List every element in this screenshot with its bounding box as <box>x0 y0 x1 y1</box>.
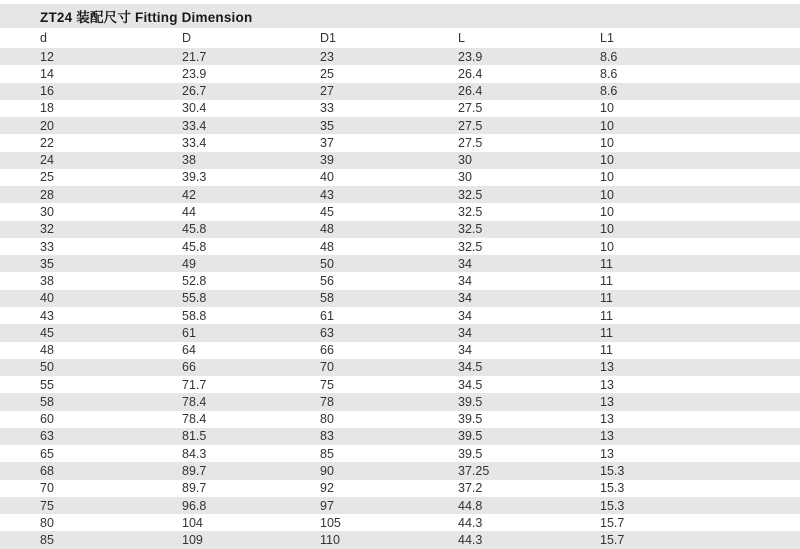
cell-d: 21.7 <box>182 49 207 64</box>
cell-l1: 11 <box>600 325 613 340</box>
page-title: ZT24 装配尺寸 Fitting Dimension <box>40 10 253 25</box>
cell-d: 70 <box>40 481 54 496</box>
cell-d1: 56 <box>320 274 334 289</box>
cell-d1: 80 <box>320 412 334 427</box>
cell-d: 38 <box>182 153 196 168</box>
cell-l: 32.5 <box>458 187 483 202</box>
cell-l: 32.5 <box>458 205 483 220</box>
cell-l1: 15.3 <box>600 464 625 478</box>
table-row <box>0 65 800 82</box>
cell-l: 39.5 <box>458 429 483 444</box>
cell-d: 89.7 <box>182 481 207 496</box>
cell-d: 81.5 <box>182 429 207 444</box>
cell-l: 32.5 <box>458 239 483 254</box>
cell-d: 55 <box>40 377 54 392</box>
cell-d1: 75 <box>320 377 334 392</box>
table-row <box>0 342 800 359</box>
cell-d: 58 <box>40 394 54 409</box>
cell-d1: 35 <box>320 118 334 133</box>
cell-l: 44.3 <box>458 515 483 530</box>
cell-l: 34 <box>458 343 472 358</box>
cell-d1: 70 <box>320 360 334 375</box>
table-row <box>0 255 800 272</box>
cell-l1: 11 <box>600 274 613 289</box>
column-header-l: L <box>458 31 465 45</box>
cell-l1: 13 <box>600 446 614 461</box>
table-row <box>0 359 800 376</box>
cell-d: 96.8 <box>182 498 207 513</box>
cell-l: 23.9 <box>458 49 483 64</box>
title-band <box>0 4 800 28</box>
cell-d: 33 <box>40 239 54 254</box>
cell-l: 44.3 <box>458 533 483 548</box>
cell-d1: 39 <box>320 153 334 168</box>
cell-d: 35 <box>40 256 54 271</box>
cell-d: 66 <box>182 360 196 375</box>
column-header-d1: D1 <box>320 31 336 45</box>
cell-d1: 83 <box>320 429 334 444</box>
cell-l: 26.4 <box>458 66 483 81</box>
cell-d: 20 <box>40 118 54 133</box>
cell-d: 75 <box>40 498 54 513</box>
table-row <box>0 100 800 117</box>
cell-l: 27.5 <box>458 118 483 133</box>
table-row <box>0 445 800 462</box>
cell-d: 25 <box>40 170 54 185</box>
cell-d: 50 <box>40 360 54 375</box>
cell-d1: 97 <box>320 498 334 513</box>
table-row <box>0 152 800 169</box>
table-row <box>0 134 800 151</box>
cell-l: 34 <box>458 256 472 271</box>
cell-d: 45.8 <box>182 222 207 237</box>
cell-l1: 8.6 <box>600 84 618 99</box>
cell-d1: 110 <box>320 533 340 548</box>
column-header-d: D <box>182 31 192 45</box>
table-row <box>0 169 800 186</box>
table-row <box>0 480 800 497</box>
cell-l1: 15.3 <box>600 498 625 513</box>
cell-d: 14 <box>40 66 54 81</box>
cell-l: 32.5 <box>458 222 483 237</box>
cell-d: 65 <box>40 446 54 461</box>
cell-d1: 43 <box>320 187 334 202</box>
cell-d1: 50 <box>320 256 334 271</box>
cell-d: 16 <box>40 84 54 99</box>
cell-d: 26.7 <box>182 84 207 99</box>
cell-d: 22 <box>40 135 54 150</box>
cell-d: 89.7 <box>182 464 207 478</box>
cell-d1: 92 <box>320 481 334 496</box>
table-body <box>0 48 800 549</box>
table-row <box>0 221 800 238</box>
cell-d: 45 <box>40 325 54 340</box>
cell-l: 27.5 <box>458 101 483 116</box>
cell-d1: 33 <box>320 101 334 116</box>
table-row <box>0 428 800 445</box>
table-row <box>0 514 800 531</box>
cell-l1: 10 <box>600 118 614 133</box>
cell-d1: 78 <box>320 394 334 409</box>
cell-d: 68 <box>40 464 54 478</box>
cell-d1: 61 <box>320 308 334 323</box>
cell-l1: 13 <box>600 360 614 375</box>
cell-l1: 15.7 <box>600 533 625 548</box>
cell-l1: 11 <box>600 308 613 323</box>
cell-d1: 63 <box>320 325 334 340</box>
cell-d: 78.4 <box>182 394 207 409</box>
cell-l: 30 <box>458 153 472 168</box>
cell-l: 39.5 <box>458 394 483 409</box>
table-header <box>0 28 800 48</box>
cell-l1: 13 <box>600 412 614 427</box>
table-row <box>0 83 800 100</box>
table-row <box>0 376 800 393</box>
cell-l1: 10 <box>600 135 614 150</box>
cell-d1: 48 <box>320 239 334 254</box>
cell-d: 60 <box>40 412 54 427</box>
cell-l: 44.8 <box>458 498 483 513</box>
cell-d: 49 <box>182 256 196 271</box>
cell-l1: 10 <box>600 170 614 185</box>
table-row <box>0 411 800 428</box>
cell-d: 80 <box>40 515 54 530</box>
cell-l: 34 <box>458 291 472 306</box>
cell-d: 109 <box>182 533 203 548</box>
cell-l1: 13 <box>600 377 614 392</box>
cell-d: 61 <box>182 325 196 340</box>
cell-d: 40 <box>40 291 54 306</box>
cell-d: 12 <box>40 49 54 64</box>
cell-d: 52.8 <box>182 274 207 289</box>
cell-l1: 11 <box>600 343 613 358</box>
cell-l1: 11 <box>600 291 613 306</box>
table-row <box>0 324 800 341</box>
cell-l1: 10 <box>600 239 614 254</box>
cell-l1: 15.7 <box>600 515 625 530</box>
cell-l1: 13 <box>600 394 614 409</box>
cell-d1: 37 <box>320 135 334 150</box>
cell-d: 23.9 <box>182 66 207 81</box>
cell-l1: 11 <box>600 256 613 271</box>
table-row <box>0 531 800 548</box>
column-header-d: d <box>40 31 47 45</box>
cell-l: 30 <box>458 170 472 185</box>
table-row <box>0 48 800 65</box>
cell-d1: 48 <box>320 222 334 237</box>
cell-d1: 45 <box>320 205 334 220</box>
table-row <box>0 186 800 203</box>
cell-l: 34.5 <box>458 377 483 392</box>
cell-d: 33.4 <box>182 135 207 150</box>
cell-l: 34.5 <box>458 360 483 375</box>
cell-l1: 8.6 <box>600 66 618 81</box>
cell-l1: 13 <box>600 429 614 444</box>
cell-d1: 85 <box>320 446 334 461</box>
table-row <box>0 497 800 514</box>
cell-l1: 8.6 <box>600 49 618 64</box>
cell-l: 34 <box>458 325 472 340</box>
cell-d: 30.4 <box>182 101 207 116</box>
cell-l1: 10 <box>600 101 614 116</box>
cell-d: 64 <box>182 343 196 358</box>
cell-l1: 10 <box>600 222 614 237</box>
table-row <box>0 393 800 410</box>
cell-d1: 58 <box>320 291 334 306</box>
cell-d1: 25 <box>320 66 334 81</box>
cell-d: 78.4 <box>182 412 207 427</box>
cell-l: 37.2 <box>458 481 483 496</box>
cell-l: 39.5 <box>458 446 483 461</box>
cell-d: 32 <box>40 222 54 237</box>
cell-d: 71.7 <box>182 377 207 392</box>
cell-d: 42 <box>182 187 196 202</box>
table-row <box>0 307 800 324</box>
cell-d1: 90 <box>320 464 334 478</box>
cell-l: 34 <box>458 274 472 289</box>
cell-d: 43 <box>40 308 54 323</box>
cell-d: 44 <box>182 205 196 220</box>
table-row <box>0 117 800 134</box>
cell-l1: 10 <box>600 187 614 202</box>
cell-d1: 66 <box>320 343 334 358</box>
cell-d1: 105 <box>320 515 341 530</box>
cell-l: 37.25 <box>458 464 490 478</box>
cell-d: 55.8 <box>182 291 207 306</box>
cell-d: 24 <box>40 153 54 168</box>
table-row <box>0 462 800 479</box>
cell-d: 38 <box>40 274 54 289</box>
cell-l: 34 <box>458 308 472 323</box>
cell-d: 63 <box>40 429 54 444</box>
cell-l1: 10 <box>600 205 614 220</box>
cell-l1: 10 <box>600 153 614 168</box>
cell-l1: 15.3 <box>600 481 625 496</box>
cell-d: 104 <box>182 515 203 530</box>
cell-d: 84.3 <box>182 446 207 461</box>
cell-d: 48 <box>40 343 54 358</box>
cell-d: 45.8 <box>182 239 207 254</box>
column-header-l1: L1 <box>600 31 614 45</box>
cell-d1: 23 <box>320 49 334 64</box>
table-row <box>0 238 800 255</box>
cell-d1: 40 <box>320 170 334 185</box>
cell-d: 18 <box>40 101 54 116</box>
cell-d: 28 <box>40 187 54 202</box>
cell-d1: 27 <box>320 84 334 99</box>
cell-l: 26.4 <box>458 84 483 99</box>
cell-d: 58.8 <box>182 308 207 323</box>
cell-d: 30 <box>40 205 54 220</box>
cell-l: 39.5 <box>458 412 483 427</box>
cell-d: 33.4 <box>182 118 207 133</box>
cell-d: 85 <box>40 533 54 548</box>
table-row <box>0 203 800 220</box>
cell-l: 27.5 <box>458 135 483 150</box>
cell-d: 39.3 <box>182 170 207 185</box>
table-row <box>0 272 800 289</box>
table-row <box>0 290 800 307</box>
